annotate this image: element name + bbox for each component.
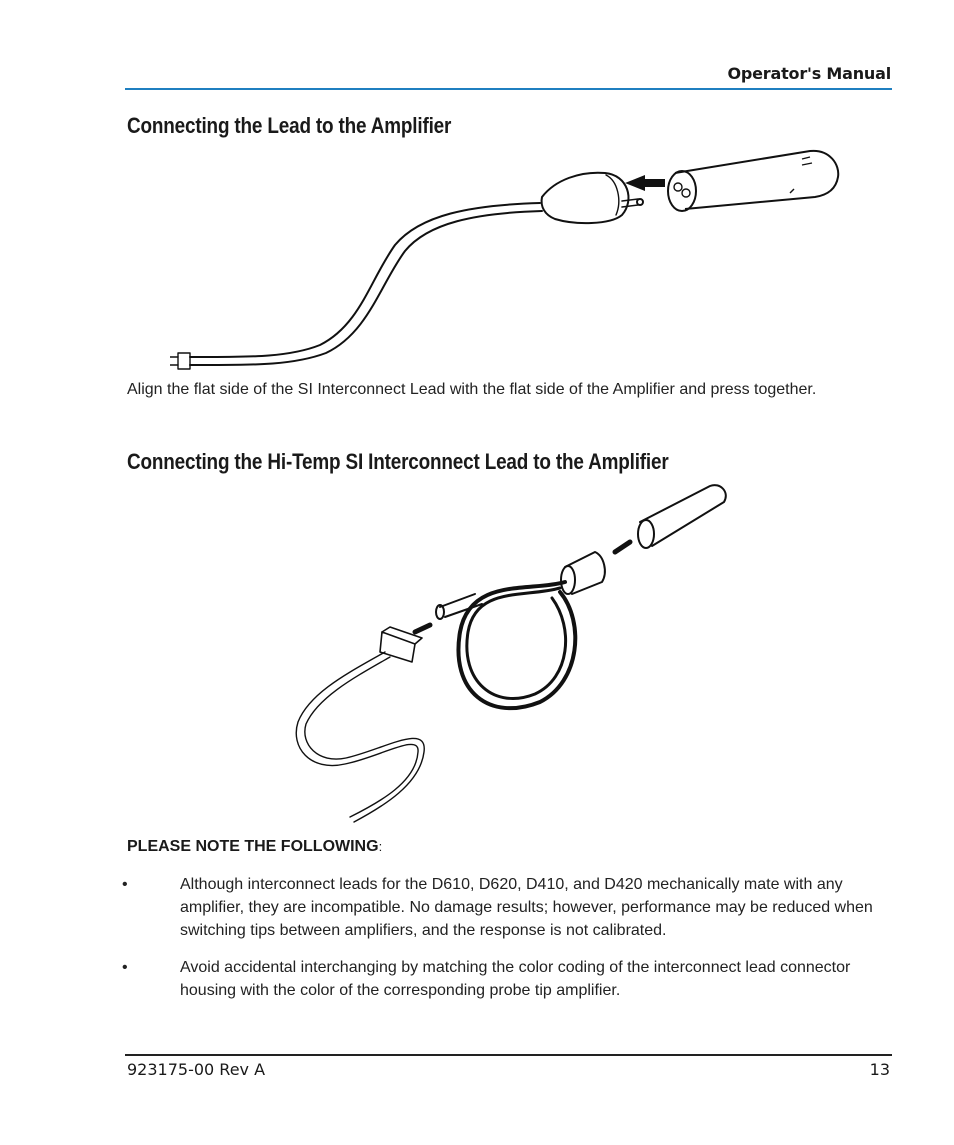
header-rule	[125, 88, 892, 90]
section-title-lead-to-amplifier: Connecting the Lead to the Amplifier	[127, 113, 452, 138]
bullet-icon: •	[122, 876, 128, 893]
footer-page-number: 13	[869, 1060, 890, 1079]
note-heading	[127, 838, 382, 856]
section-paragraph: Align the flat side of the SI Interconnect Lead with the flat side of the Amplifier and press together.	[127, 381, 817, 398]
footer-doc-number: 923175-00 Rev A	[127, 1060, 266, 1079]
note-list	[122, 873, 890, 1016]
figure-lead-amplifier	[170, 145, 850, 375]
list-item	[122, 873, 890, 942]
note-heading-text: PLEASE NOTE THE FOLLOWING	[127, 838, 379, 855]
footer-rule	[125, 1054, 892, 1056]
list-item	[122, 956, 890, 1002]
list-item-text: Although interconnect leads for the D610, D620, D410, and D420 mechanically mate with any amplifier, they are incompatible. No damage results; however, performance may be reduced when switching tips between amplifiers, and the response is not calibrated.	[180, 876, 873, 939]
note-heading-suffix: :	[378, 839, 383, 854]
bullet-icon: •	[122, 959, 128, 976]
insert-arrow-icon	[625, 175, 665, 191]
section-title-hi-temp-lead: Connecting the Hi-Temp SI Interconnect Lead to the Amplifier	[127, 449, 669, 474]
page-header-title: Operator's Manual	[727, 64, 891, 83]
figure-hi-temp-lead	[290, 482, 730, 832]
list-item-text: Avoid accidental interchanging by matching the color coding of the interconnect lead connector housing with the color of the corresponding probe tip amplifier.	[180, 959, 851, 999]
